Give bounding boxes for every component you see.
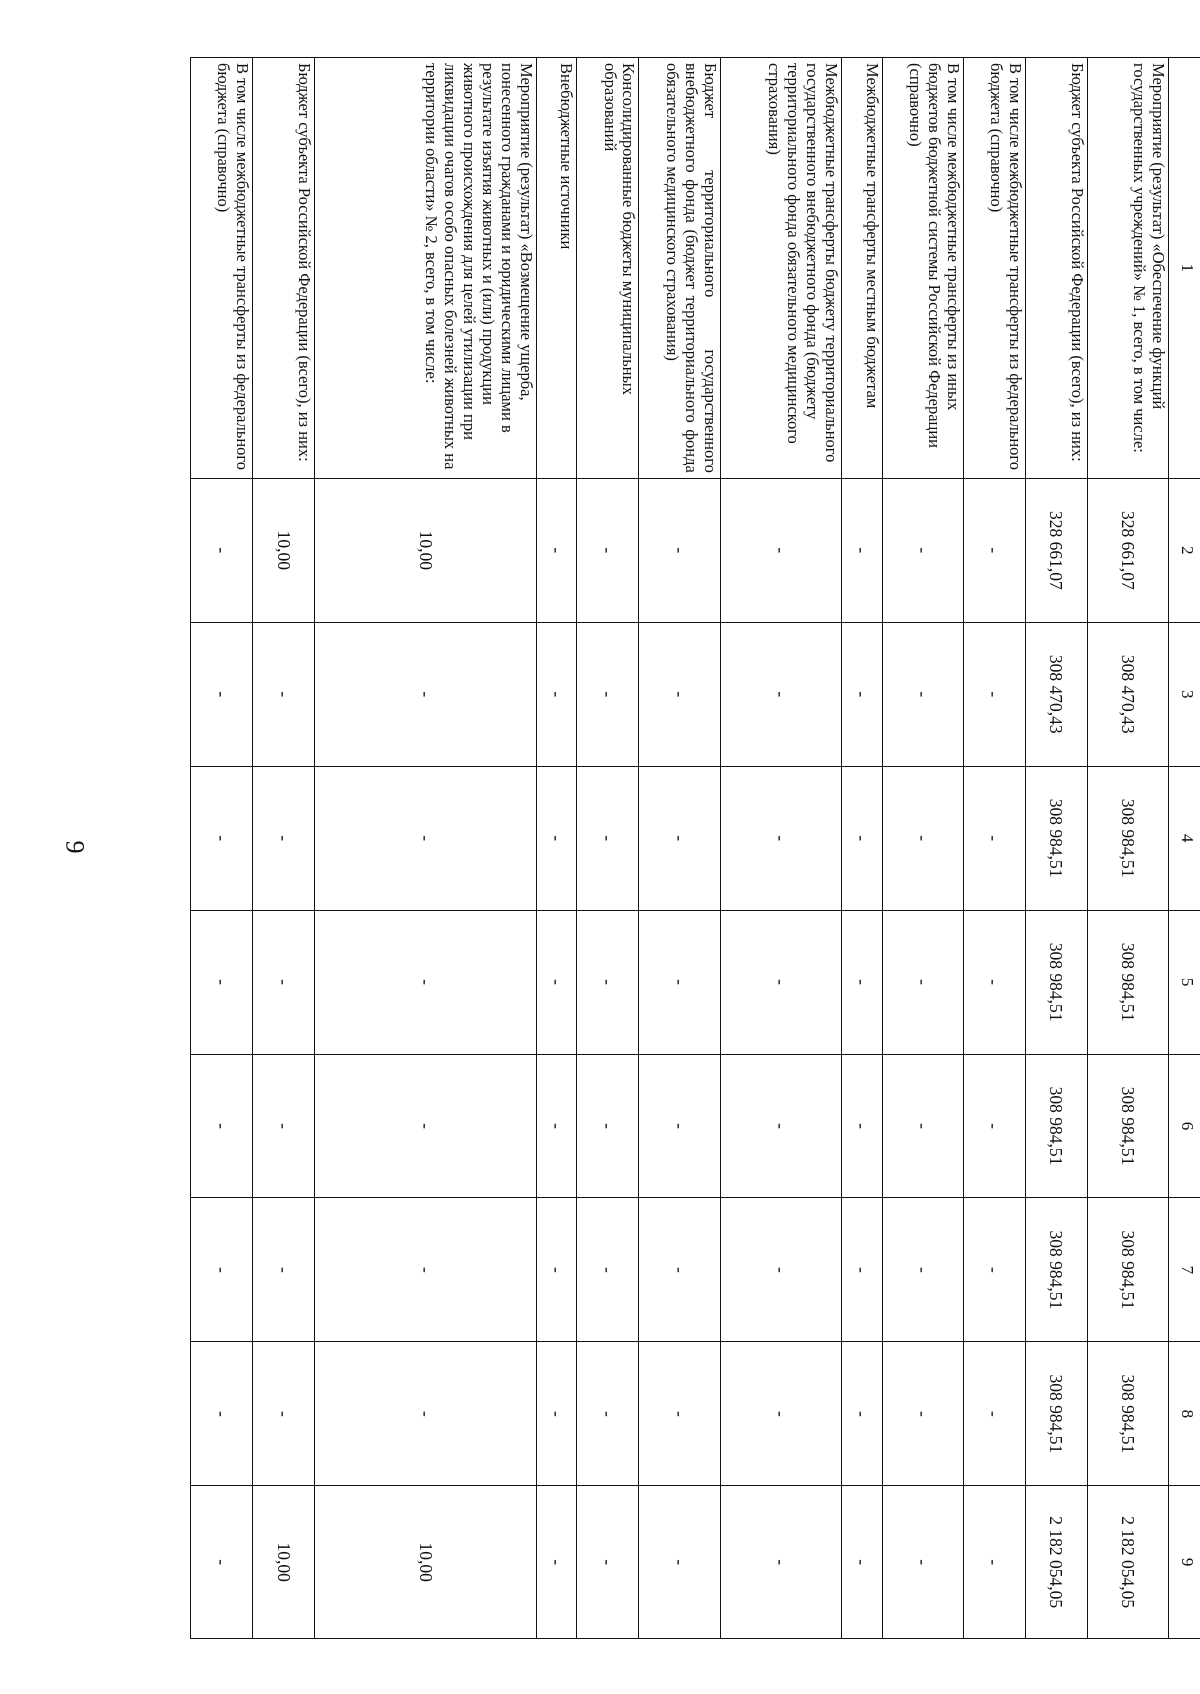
table-cell: -: [963, 1054, 1025, 1198]
table-cell: -: [536, 766, 577, 910]
table-cell: -: [720, 478, 842, 622]
table-cell: -: [639, 910, 720, 1054]
table-cell: -: [842, 910, 883, 1054]
table-cell: -: [315, 766, 537, 910]
table-cell: -: [639, 1486, 720, 1639]
table-cell: 10,00: [315, 478, 537, 622]
table-cell: -: [842, 1342, 883, 1486]
budget-table: [190, 57, 1200, 1639]
table-row: [1025, 58, 1087, 1639]
table-cell: -: [720, 910, 842, 1054]
table-cell: -: [720, 1198, 842, 1342]
row-label: В том числе межбюджетные трансферты из иных бюджетов бюджетной системы Российской Федерации (справочно): [882, 58, 963, 479]
table-cell: 10,00: [253, 1486, 315, 1639]
table-cell: -: [315, 622, 537, 766]
table-cell: -: [253, 1342, 315, 1486]
row-label: Консолидированные бюджеты муниципальных образований: [577, 58, 639, 479]
table-cell: 308 984,51: [1087, 1198, 1168, 1342]
table-cell: -: [253, 910, 315, 1054]
table-cell: -: [963, 478, 1025, 622]
table-row: [882, 58, 963, 1639]
table-row: [639, 58, 720, 1639]
table-cell: -: [253, 1054, 315, 1198]
page-number: 9: [60, 840, 90, 854]
column-header: 5: [1169, 910, 1200, 1054]
table-cell: 10,00: [315, 1486, 537, 1639]
table-cell: -: [536, 1054, 577, 1198]
table-cell: -: [536, 1486, 577, 1639]
table-cell: -: [882, 478, 963, 622]
row-label: Межбюджетные трансферты бюджету территориального государственного внебюджетного фонда (бюджету территориального фонда обязательного медицинского страхования): [720, 58, 842, 479]
table-cell: -: [963, 622, 1025, 766]
table-cell: -: [191, 766, 253, 910]
table-cell: 308 470,43: [1025, 622, 1087, 766]
table-cell: 308 984,51: [1025, 766, 1087, 910]
table-cell: -: [882, 766, 963, 910]
table-row: [720, 58, 842, 1639]
table-cell: -: [963, 766, 1025, 910]
table-cell: 328 661,07: [1087, 478, 1168, 622]
table-cell: -: [191, 478, 253, 622]
table-cell: -: [639, 622, 720, 766]
table-cell: -: [842, 1486, 883, 1639]
row-label: Бюджет субъекта Российской Федерации (всего), из них:: [1025, 58, 1087, 479]
column-header: 4: [1169, 766, 1200, 910]
table-cell: -: [639, 1054, 720, 1198]
table-cell: -: [253, 622, 315, 766]
table-cell: 308 470,43: [1087, 622, 1168, 766]
table-row: [191, 58, 253, 1639]
table-cell: -: [963, 1342, 1025, 1486]
table-cell: -: [577, 910, 639, 1054]
table-row: [842, 58, 883, 1639]
table-cell: 308 984,51: [1087, 910, 1168, 1054]
table-body: [191, 58, 1169, 1639]
table-cell: -: [577, 1054, 639, 1198]
table-cell: 308 984,51: [1025, 1054, 1087, 1198]
table-cell: 2 182 054,05: [1087, 1486, 1168, 1639]
column-header: 8: [1169, 1342, 1200, 1486]
table-row: [1087, 58, 1168, 1639]
table-cell: -: [577, 1198, 639, 1342]
table-cell: 308 984,51: [1025, 1342, 1087, 1486]
table-row: [315, 58, 537, 1639]
table-cell: -: [191, 910, 253, 1054]
table-cell: -: [191, 1054, 253, 1198]
table-cell: -: [720, 766, 842, 910]
table-cell: -: [315, 1054, 537, 1198]
table-header-row: [1169, 58, 1200, 1639]
column-header: 6: [1169, 1054, 1200, 1198]
column-header: 2: [1169, 478, 1200, 622]
table-cell: -: [639, 478, 720, 622]
table-cell: -: [882, 1054, 963, 1198]
table-cell: -: [639, 766, 720, 910]
table-cell: -: [842, 478, 883, 622]
table-cell: -: [842, 622, 883, 766]
row-label: Бюджет территориального государственного внебюджетного фонда (бюджет территориального фонда обязательного медицинского страхования): [639, 58, 720, 479]
table-cell: -: [963, 1198, 1025, 1342]
table-cell: 308 984,51: [1087, 1054, 1168, 1198]
table-cell: -: [536, 622, 577, 766]
table-cell: -: [882, 1198, 963, 1342]
table-cell: -: [639, 1342, 720, 1486]
table-cell: -: [315, 1342, 537, 1486]
table-cell: -: [191, 622, 253, 766]
table-cell: 2 182 054,05: [1025, 1486, 1087, 1639]
table-cell: -: [191, 1342, 253, 1486]
table-cell: -: [842, 766, 883, 910]
table-cell: -: [842, 1054, 883, 1198]
table-row: [536, 58, 577, 1639]
table-cell: -: [720, 622, 842, 766]
table-cell: -: [191, 1486, 253, 1639]
table-cell: -: [963, 910, 1025, 1054]
table-cell: -: [720, 1486, 842, 1639]
row-label: В том числе межбюджетные трансферты из федерального бюджета (справочно): [963, 58, 1025, 479]
table-cell: -: [577, 766, 639, 910]
table-cell: -: [842, 1198, 883, 1342]
table-cell: 308 984,51: [1025, 910, 1087, 1054]
table-cell: -: [577, 622, 639, 766]
table-cell: 308 984,51: [1087, 766, 1168, 910]
row-label: Бюджет субъекта Российской Федерации (всего), из них:: [253, 58, 315, 479]
row-label: В том числе межбюджетные трансферты из федерального бюджета (справочно): [191, 58, 253, 479]
table-cell: -: [253, 766, 315, 910]
table-cell: -: [639, 1198, 720, 1342]
table-cell: -: [253, 1198, 315, 1342]
table-cell: -: [882, 910, 963, 1054]
table-cell: -: [536, 1342, 577, 1486]
row-label: Внебюджетные источники: [536, 58, 577, 479]
table-row: [577, 58, 639, 1639]
row-label: Межбюджетные трансферты местным бюджетам: [842, 58, 883, 479]
table-cell: -: [720, 1342, 842, 1486]
rotated-table-frame: [190, 57, 1200, 1639]
row-label: Мероприятие (результат) «Возмещение ущерба, понесенного гражданами и юридическими лицами в результате изъятия животных и (или) продукции животного происхождения для целей утилизации при ликвидации очагов особо опасных болезней животных на территории области» № 2, всего, в том числе:: [315, 58, 537, 479]
table-cell: 308 984,51: [1087, 1342, 1168, 1486]
column-header: 1: [1169, 58, 1200, 479]
table-cell: -: [315, 1198, 537, 1342]
table-cell: 308 984,51: [1025, 1198, 1087, 1342]
row-label: Мероприятие (результат) «Обеспечение функций государственных учреждений» № 1, всего, в том числе:: [1087, 58, 1168, 479]
table-cell: -: [315, 910, 537, 1054]
column-header: 9: [1169, 1486, 1200, 1639]
column-header: 7: [1169, 1198, 1200, 1342]
table-cell: -: [963, 1486, 1025, 1639]
table-cell: 328 661,07: [1025, 478, 1087, 622]
table-cell: -: [882, 622, 963, 766]
table-cell: -: [191, 1198, 253, 1342]
table-container: [190, 57, 1200, 1609]
table-cell: -: [536, 478, 577, 622]
table-cell: -: [882, 1486, 963, 1639]
table-row: [963, 58, 1025, 1639]
table-cell: -: [882, 1342, 963, 1486]
table-cell: -: [577, 478, 639, 622]
table-cell: 10,00: [253, 478, 315, 622]
table-cell: -: [577, 1486, 639, 1639]
table-row: [253, 58, 315, 1639]
table-cell: -: [577, 1342, 639, 1486]
table-cell: -: [536, 1198, 577, 1342]
table-cell: -: [536, 910, 577, 1054]
table-cell: -: [720, 1054, 842, 1198]
column-header: 3: [1169, 622, 1200, 766]
